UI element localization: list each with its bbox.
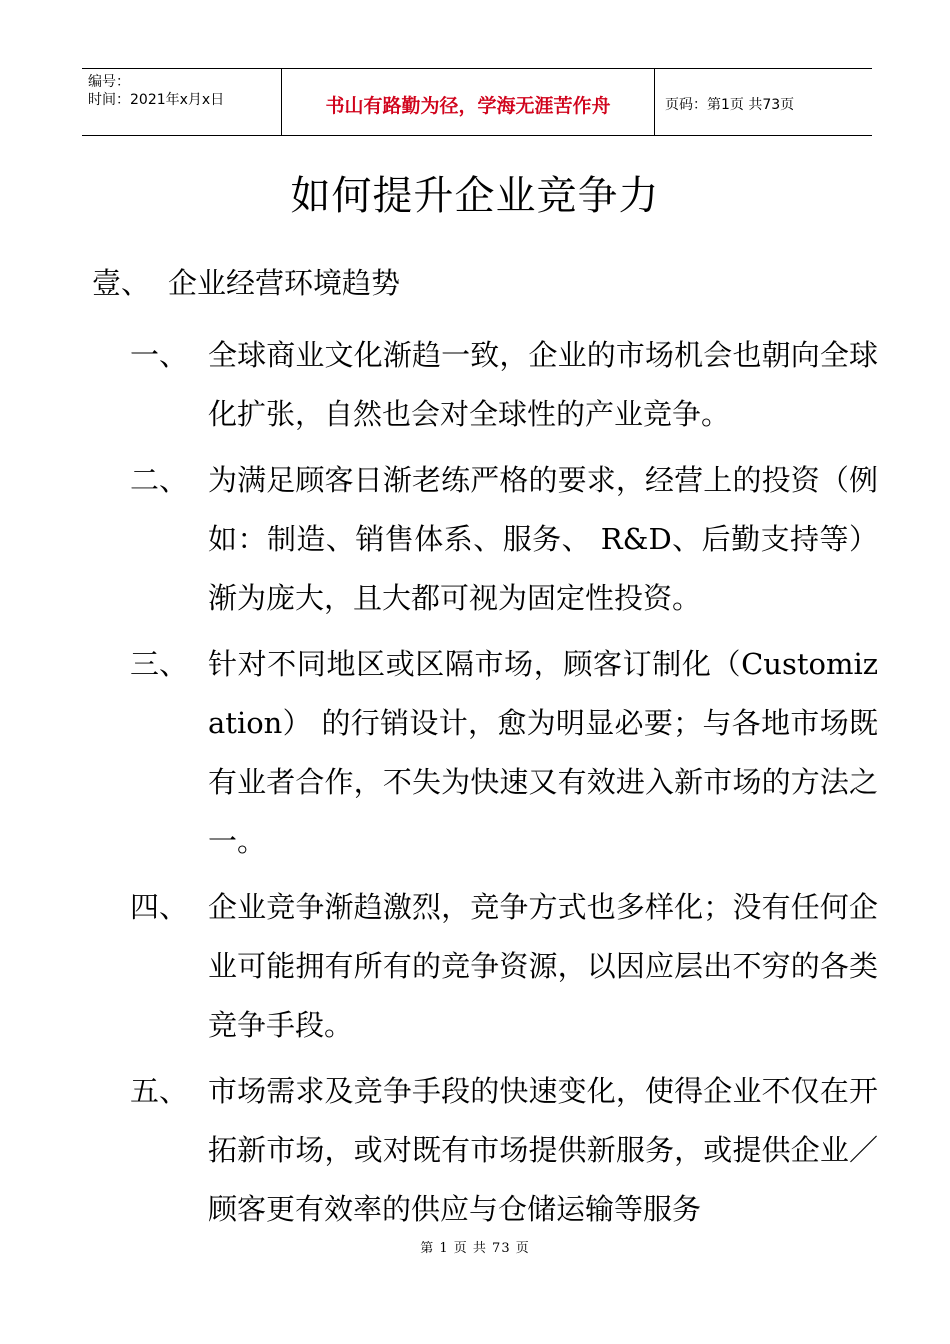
list-item (130, 878, 878, 1055)
page-footer: 第 1 页 共 73 页 (420, 1241, 530, 1256)
list-item-text: 为满足顾客日渐老练严格的要求，经营上的投资（例如：制造、销售体系、服务、 R&D、后勤支持等）渐为庞大，且大都可视为固定性投资。 (208, 463, 878, 615)
list-item (130, 451, 878, 628)
list-item-number: 一、 (130, 338, 189, 372)
section-number: 壹、 (92, 266, 151, 300)
list-item-number: 三、 (130, 647, 189, 681)
section-title: 企业经营环境趋势 (168, 266, 401, 300)
page-info-cell (655, 69, 872, 135)
document-title: 如何提升企业竞争力 (290, 173, 660, 219)
page-info-text: 页码：第1页 共73页 (665, 97, 795, 113)
motto-text: 书山有路勤为径，学海无涯苦作舟 (325, 94, 611, 117)
list-item-number: 二、 (130, 463, 189, 497)
list-item-number: 五、 (130, 1074, 189, 1108)
list-item-text: 全球商业文化渐趋一致，企业的市场机会也朝向全球化扩张，自然也会对全球性的产业竞争。 (208, 338, 878, 431)
serial-number-label: 编号： (88, 74, 130, 90)
list-item-number: 四、 (130, 890, 189, 924)
header-info-cell (82, 69, 282, 135)
date-label: 时间：2021年x月x日 (88, 92, 225, 108)
list-item-text: 针对不同地区或区隔市场，顾客订制化（Customization） 的行销设计，愈为明显必要；与各地市场既有业者合作，不失为快速又有效进入新市场的方法之一。 (208, 647, 878, 858)
list-item-text: 市场需求及竞争手段的快速变化，使得企业不仅在开拓新市场，或对既有市场提供新服务，或提供企业／顾客更有效率的供应与仓储运输等服务 (208, 1074, 878, 1226)
list-item (130, 635, 878, 871)
motto-cell (282, 69, 655, 135)
list-item (130, 1062, 878, 1239)
document-header (82, 68, 872, 136)
list-item (130, 326, 878, 444)
section-heading (92, 262, 400, 304)
trend-list (130, 326, 878, 1246)
list-item-text: 企业竞争渐趋激烈，竞争方式也多样化；没有任何企业可能拥有所有的竞争资源，以因应层出不穷的各类竞争手段。 (208, 890, 878, 1042)
